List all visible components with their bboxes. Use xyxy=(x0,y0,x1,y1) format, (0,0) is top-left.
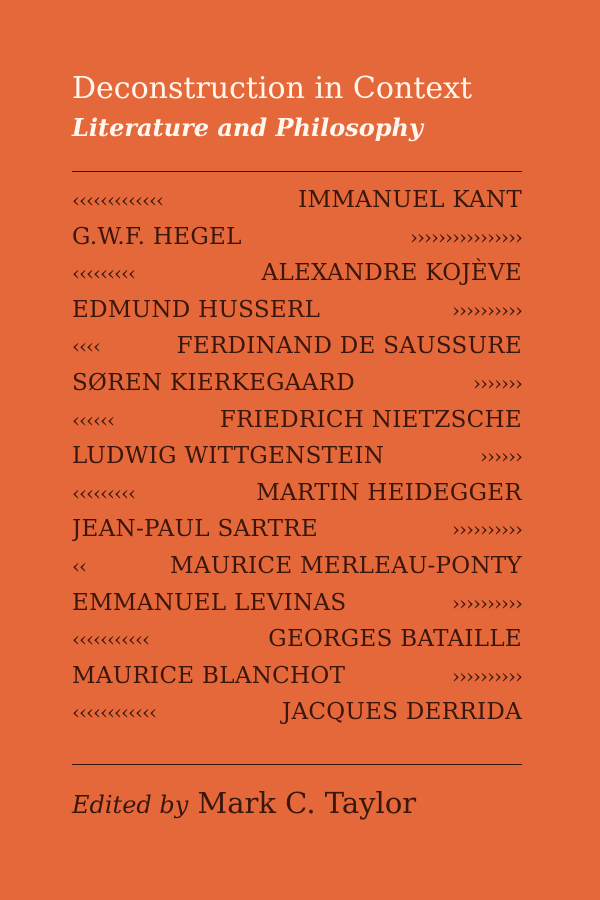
chevron-marks: ››››››› xyxy=(473,370,522,395)
name-row xyxy=(72,621,522,658)
editor-credit xyxy=(72,786,416,822)
name-row xyxy=(72,292,522,329)
name-row xyxy=(72,255,522,292)
philosopher-name: FERDINAND DE SAUSSURE xyxy=(176,333,522,360)
chevron-marks: ›››››››››› xyxy=(452,590,522,615)
philosopher-name: ALEXANDRE KOJÈVE xyxy=(261,260,522,287)
philosopher-name: FRIEDRICH NIETZSCHE xyxy=(219,406,522,433)
philosopher-name: JEAN-PAUL SARTRE xyxy=(72,516,318,543)
name-row xyxy=(72,182,522,219)
philosopher-name: GEORGES BATAILLE xyxy=(268,626,522,653)
philosopher-name: MAURICE BLANCHOT xyxy=(72,662,346,689)
chevron-marks: ‹‹‹‹‹‹‹‹‹‹‹ xyxy=(72,627,149,652)
book-subtitle: Literature and Philosophy xyxy=(72,113,423,142)
name-row xyxy=(72,219,522,256)
philosopher-name: IMMANUEL KANT xyxy=(298,187,522,213)
name-row xyxy=(72,438,522,475)
chevron-marks: ›››››››››› xyxy=(452,517,522,542)
chevron-marks: ›››››››››› xyxy=(452,297,522,322)
chevron-marks: ‹‹‹‹‹‹ xyxy=(72,407,114,432)
top-divider xyxy=(72,171,522,172)
philosopher-name: G.W.F. HEGEL xyxy=(72,223,242,250)
editor-prefix: Edited by xyxy=(72,791,189,819)
chevron-marks: ‹‹ xyxy=(72,553,86,578)
name-row xyxy=(72,365,522,402)
chevron-marks: ‹‹‹‹ xyxy=(72,334,100,359)
editor-name: Mark C. Taylor xyxy=(197,786,417,820)
name-row xyxy=(72,328,522,365)
chevron-marks: ‹‹‹‹‹‹‹‹‹ xyxy=(72,261,135,286)
philosopher-name: JACQUES DERRIDA xyxy=(281,699,522,726)
chevron-marks: ‹‹‹‹‹‹‹‹‹ xyxy=(72,480,135,505)
name-row xyxy=(72,585,522,622)
name-row xyxy=(72,475,522,512)
philosopher-name: MAURICE MERLEAU-PONTY xyxy=(169,552,522,579)
chevron-marks: ›››››››››››››››› xyxy=(410,224,522,249)
chevron-marks: ›››››››››› xyxy=(452,663,522,688)
name-row xyxy=(72,658,522,695)
philosopher-name: SØREN KIERKEGAARD xyxy=(72,369,355,396)
philosopher-name: EMMANUEL LEVINAS xyxy=(72,589,347,616)
chevron-marks: ‹‹‹‹‹‹‹‹‹‹‹‹ xyxy=(72,700,156,725)
name-row xyxy=(72,402,522,439)
chevron-marks: ›››››› xyxy=(480,444,522,469)
chevron-marks: ‹‹‹‹‹‹‹‹‹‹‹‹‹ xyxy=(72,188,163,212)
philosopher-name: EDMUND HUSSERL xyxy=(72,296,321,323)
philosopher-name: MARTIN HEIDEGGER xyxy=(256,479,522,506)
name-row xyxy=(72,548,522,585)
name-row xyxy=(72,511,522,548)
book-title: Deconstruction in Context xyxy=(72,71,473,106)
name-row xyxy=(72,694,522,731)
philosopher-name-list xyxy=(72,182,522,731)
bottom-divider xyxy=(72,764,522,765)
philosopher-name: LUDWIG WITTGENSTEIN xyxy=(72,443,385,470)
